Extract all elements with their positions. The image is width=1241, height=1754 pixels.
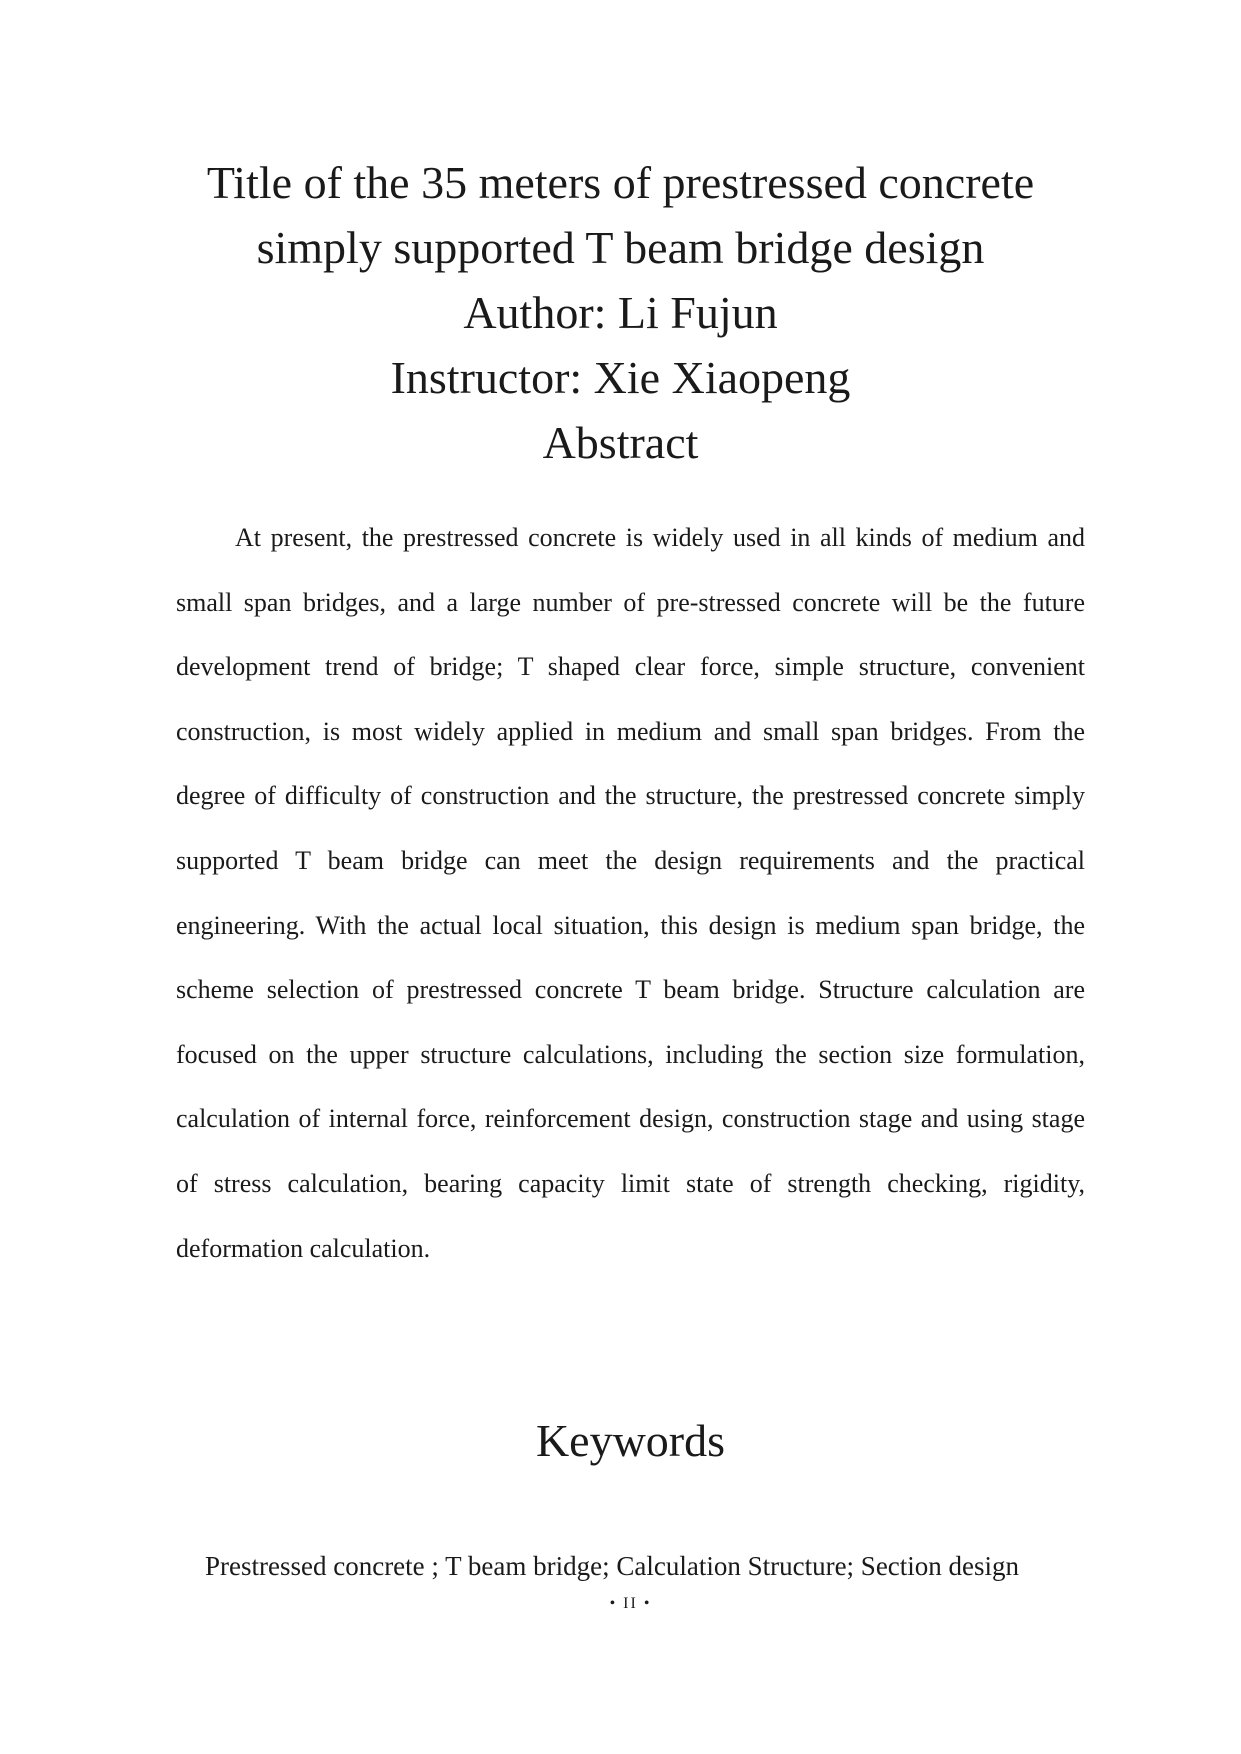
keywords-list: Prestressed concrete ; T beam bridge; Calculation Structure; Section design	[205, 1551, 1020, 1581]
title-line-1: Title of the 35 meters of prestressed concrete	[206, 157, 1035, 208]
instructor-line: Instructor: Xie Xiaopeng	[390, 352, 851, 403]
title-line-2: simply supported T beam bridge design	[256, 222, 985, 273]
abstract-heading: Abstract	[542, 417, 699, 468]
abstract-body: At present, the prestressed concrete is widely used in all kinds of medium and small span bridges, and a large number of pre-stressed concrete will be the future development trend of bridge; T shaped clear force, simple structure, convenient construction, is most widely applied in medium and small span bridges. From the degree of difficulty of construction and the structure, the prestressed concrete simply supported T beam bridge can meet the design requirements and the practical engineering. With the actual local situation, this design is medium span bridge, the scheme selection of prestressed concrete T beam bridge. Structure calculation are focused on the upper structure calculations, including the section size formulation, calculation of internal force, reinforcement design, construction stage and using stage of stress calculation, bearing capacity limit state of strength checking, rigidity, deformation calculation.	[176, 523, 1085, 1263]
page-number: • II •	[609, 1595, 652, 1612]
author-line: Author: Li Fujun	[463, 287, 778, 338]
keywords-heading: Keywords	[535, 1415, 726, 1466]
